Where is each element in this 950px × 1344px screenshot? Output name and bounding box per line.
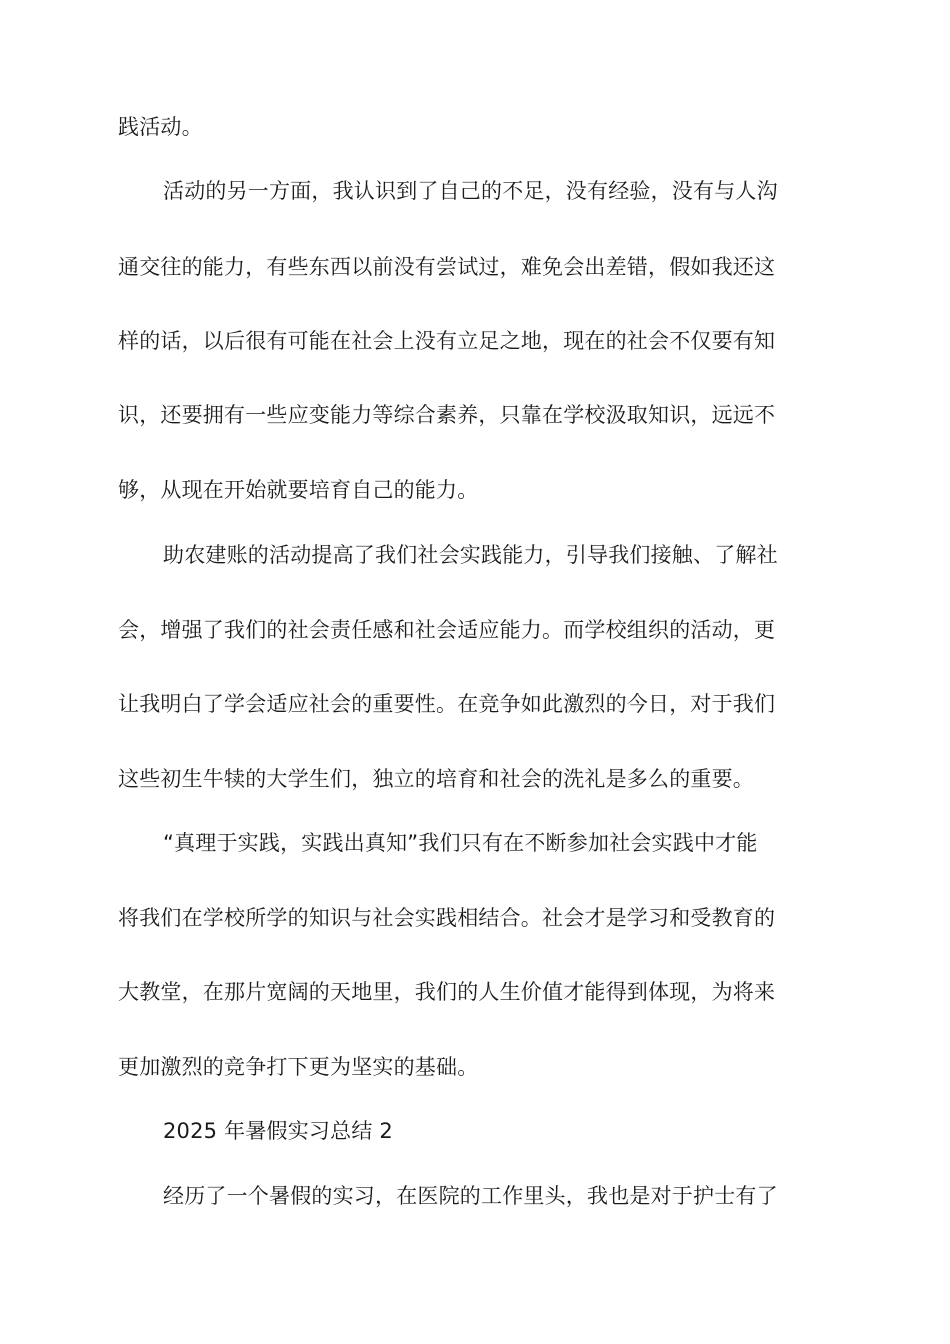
- text-line: 更加激烈的竞争打下更为坚实的基础。: [118, 1055, 479, 1079]
- text-line: 样的话，以后很有可能在社会上没有立足之地，现在的社会不仅要有知: [118, 329, 776, 353]
- section-heading: 2025 年暑假实习总结 2: [163, 1119, 393, 1143]
- paragraph-start-line: 助农建账的活动提高了我们社会实践能力，引导我们接触、了解社: [163, 543, 778, 567]
- paragraph-start-line: “真理于实践，实践出真知”我们只有在不断参加社会实践中才能: [163, 831, 758, 855]
- text-line: 够，从现在开始就要培育自己的能力。: [118, 478, 479, 502]
- paragraph-start-line: 活动的另一方面，我认识到了自己的不足，没有经验，没有与人沟: [163, 179, 778, 203]
- text-line: 让我明白了学会适应社会的重要性。在竞争如此激烈的今日，对于我们: [118, 692, 776, 716]
- text-line: 大教堂，在那片宽阔的天地里，我们的人生价值才能得到体现，为将来: [118, 980, 776, 1004]
- text-line: 将我们在学校所学的知识与社会实践相结合。社会才是学习和受教育的: [118, 906, 776, 930]
- text-line: 通交往的能力，有些东西以前没有尝试过，难免会出差错，假如我还这: [118, 255, 776, 279]
- paragraph-start-line: 经历了一个暑假的实习，在医院的工作里头，我也是对于护士有了: [163, 1184, 778, 1208]
- text-line: 践活动。: [118, 115, 203, 139]
- text-line: 会，增强了我们的社会责任感和社会适应能力。而学校组织的活动，更: [118, 618, 776, 642]
- text-line: 识，还要拥有一些应变能力等综合素养，只靠在学校汲取知识，远远不: [118, 403, 776, 427]
- text-line: 这些初生牛犊的大学生们，独立的培育和社会的洗礼是多么的重要。: [118, 767, 754, 791]
